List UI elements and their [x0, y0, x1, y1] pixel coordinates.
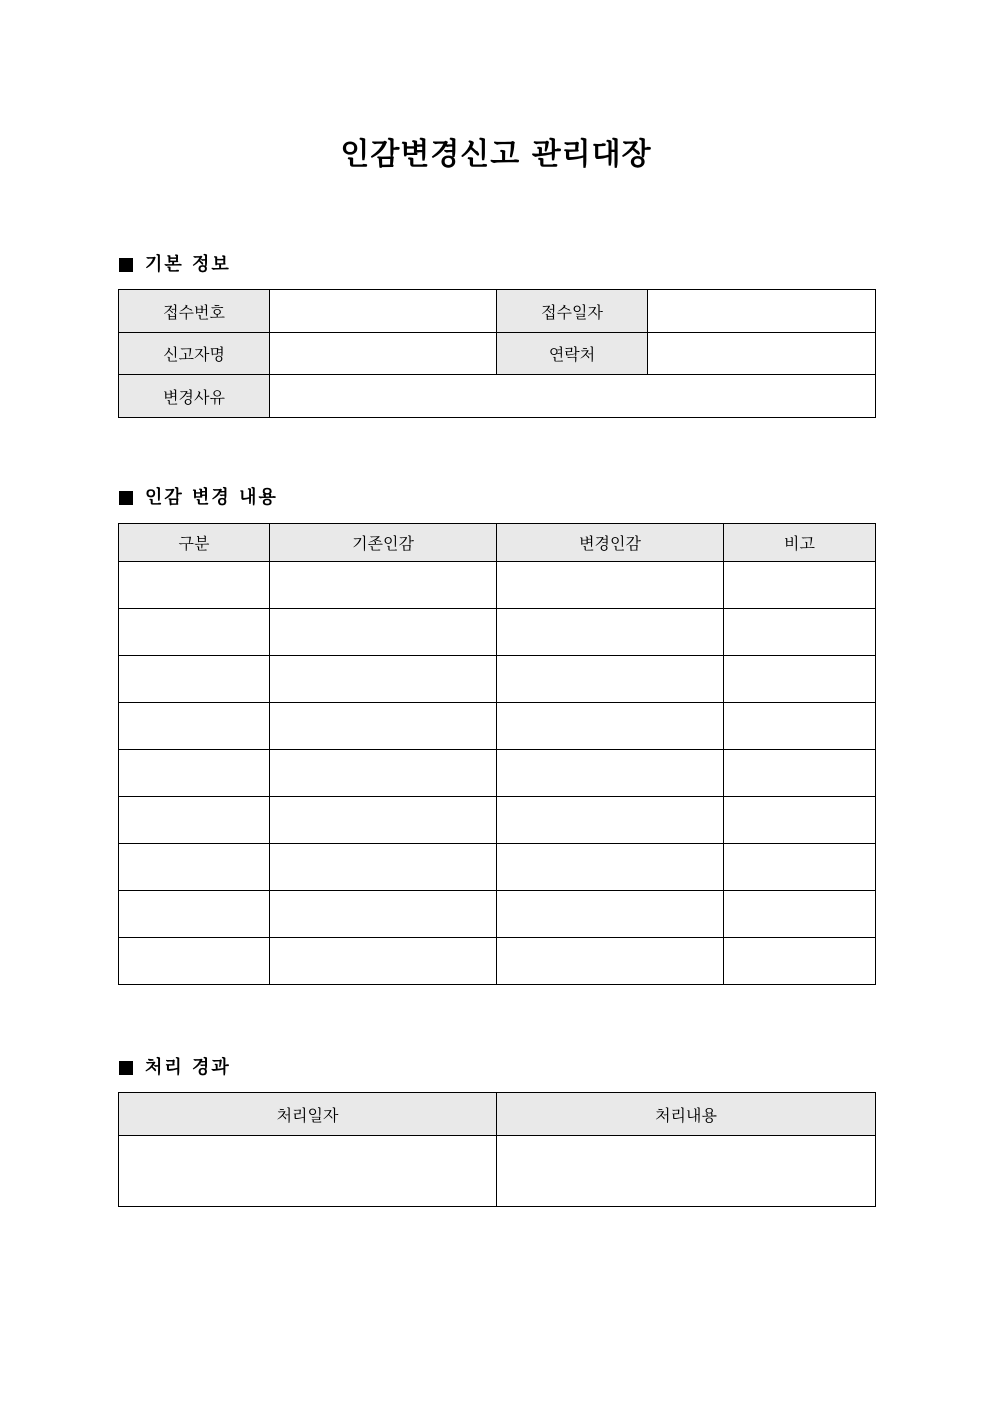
cell-category[interactable]	[119, 703, 270, 750]
table-row	[119, 562, 876, 609]
cell-new-seal[interactable]	[497, 656, 724, 703]
receipt-date-field[interactable]	[648, 290, 876, 333]
column-header-category: 구분	[119, 524, 270, 562]
cell-old-seal[interactable]	[270, 844, 497, 891]
table-row	[119, 750, 876, 797]
cell-old-seal[interactable]	[270, 656, 497, 703]
section-heading-basic-info	[119, 252, 231, 278]
cell-new-seal[interactable]	[497, 609, 724, 656]
cell-new-seal[interactable]	[497, 891, 724, 938]
processing-content-field[interactable]	[497, 1136, 876, 1207]
cell-new-seal[interactable]	[497, 562, 724, 609]
cell-old-seal[interactable]	[270, 703, 497, 750]
cell-category[interactable]	[119, 844, 270, 891]
processing-content-label: 처리내용	[497, 1093, 876, 1136]
cell-new-seal[interactable]	[497, 750, 724, 797]
cell-category[interactable]	[119, 938, 270, 985]
cell-remarks[interactable]	[724, 609, 876, 656]
column-header-new-seal: 변경인감	[497, 524, 724, 562]
section-title: 인감 변경 내용	[145, 487, 278, 508]
cell-old-seal[interactable]	[270, 750, 497, 797]
table-row	[119, 656, 876, 703]
cell-remarks[interactable]	[724, 844, 876, 891]
table-row	[119, 844, 876, 891]
cell-remarks[interactable]	[724, 891, 876, 938]
column-header-old-seal: 기존인감	[270, 524, 497, 562]
processing-date-field[interactable]	[119, 1136, 497, 1207]
table-row	[119, 703, 876, 750]
cell-remarks[interactable]	[724, 656, 876, 703]
change-reason-field[interactable]	[270, 375, 876, 418]
cell-category[interactable]	[119, 797, 270, 844]
cell-category[interactable]	[119, 656, 270, 703]
result-table	[118, 1092, 876, 1207]
seal-change-table	[118, 523, 876, 985]
cell-remarks[interactable]	[724, 750, 876, 797]
square-bullet-icon	[119, 491, 133, 505]
section-heading-seal-change	[119, 485, 278, 511]
section-title: 처리 경과	[145, 1057, 231, 1078]
reporter-name-label: 신고자명	[119, 333, 270, 375]
receipt-number-label: 접수번호	[119, 290, 270, 333]
cell-new-seal[interactable]	[497, 938, 724, 985]
cell-remarks[interactable]	[724, 562, 876, 609]
cell-old-seal[interactable]	[270, 797, 497, 844]
section-title: 기본 정보	[145, 254, 231, 275]
cell-category[interactable]	[119, 891, 270, 938]
reporter-name-field[interactable]	[270, 333, 497, 375]
contact-field[interactable]	[648, 333, 876, 375]
cell-old-seal[interactable]	[270, 891, 497, 938]
cell-category[interactable]	[119, 750, 270, 797]
processing-date-label: 처리일자	[119, 1093, 497, 1136]
cell-remarks[interactable]	[724, 703, 876, 750]
basic-info-table	[118, 289, 876, 418]
page-title: 인감변경신고 관리대장	[340, 137, 652, 172]
section-heading-result	[119, 1055, 231, 1081]
contact-label: 연락처	[497, 333, 648, 375]
cell-category[interactable]	[119, 609, 270, 656]
cell-old-seal[interactable]	[270, 562, 497, 609]
cell-new-seal[interactable]	[497, 797, 724, 844]
cell-old-seal[interactable]	[270, 609, 497, 656]
cell-category[interactable]	[119, 562, 270, 609]
change-reason-label: 변경사유	[119, 375, 270, 418]
cell-remarks[interactable]	[724, 797, 876, 844]
table-row	[119, 891, 876, 938]
receipt-number-field[interactable]	[270, 290, 497, 333]
cell-new-seal[interactable]	[497, 844, 724, 891]
square-bullet-icon	[119, 258, 133, 272]
table-row	[119, 609, 876, 656]
cell-remarks[interactable]	[724, 938, 876, 985]
table-row	[119, 797, 876, 844]
column-header-remarks: 비고	[724, 524, 876, 562]
cell-old-seal[interactable]	[270, 938, 497, 985]
table-row	[119, 938, 876, 985]
receipt-date-label: 접수일자	[497, 290, 648, 333]
square-bullet-icon	[119, 1061, 133, 1075]
cell-new-seal[interactable]	[497, 703, 724, 750]
